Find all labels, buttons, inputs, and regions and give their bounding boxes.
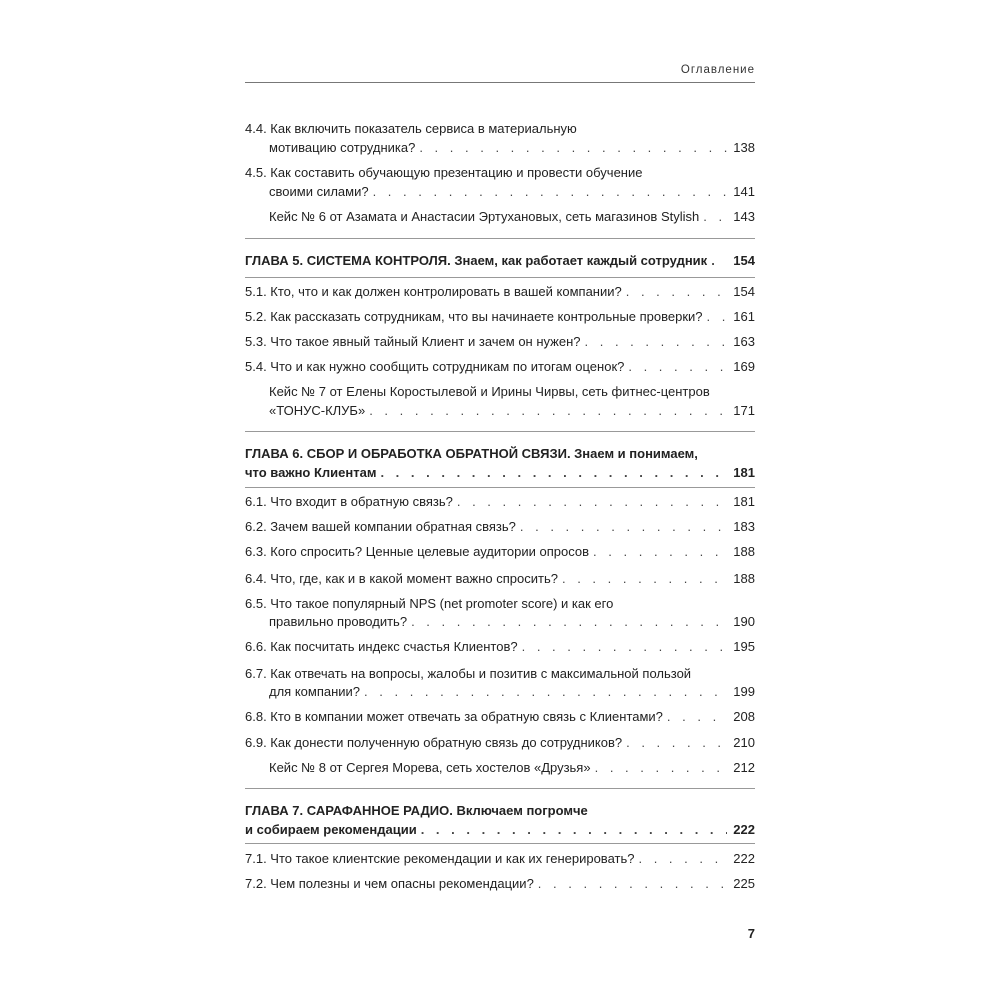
page-number: 163: [733, 334, 755, 349]
chapter-title: ГЛАВА 5. СИСТЕМА КОНТРОЛЯ. Знаем, как работает каждый сотрудник: [245, 253, 708, 268]
page-number: 199: [733, 684, 755, 699]
page-number: 188: [733, 544, 755, 559]
page-number: 222: [733, 851, 755, 866]
page-folio: 7: [747, 926, 755, 941]
page-number: 161: [733, 309, 755, 324]
entry-title: своими силами?: [269, 184, 369, 199]
toc-entry-7-2[interactable]: [245, 876, 755, 892]
page-number: 171: [733, 403, 755, 418]
leader-dots: [628, 359, 727, 375]
section-separator: [245, 431, 755, 432]
leader-dots: [411, 614, 727, 630]
entry-title: 5.4. Что и как нужно сообщить сотрудникам по итогам оценок?: [245, 359, 625, 374]
entry-title: 6.5. Что такое популярный NPS (net promoter score) и как его: [245, 596, 614, 611]
entry-title: 6.3. Кого спросить? Ценные целевые аудитории опросов: [245, 544, 590, 559]
section-separator: [245, 238, 755, 239]
toc-entry-5-2[interactable]: [245, 309, 755, 325]
leader-dots: [703, 209, 727, 225]
entry-title: 6.1. Что входит в обратную связь?: [245, 494, 453, 509]
toc-entry-6-9[interactable]: [245, 735, 755, 751]
leader-dots: [562, 571, 727, 587]
entry-title: 6.2. Зачем вашей компании обратная связь?: [245, 519, 516, 534]
toc-entry-6-3[interactable]: [245, 544, 755, 560]
page-number: 190: [733, 614, 755, 629]
leader-dots: [711, 253, 727, 269]
toc-entry-6-5-line1: [245, 596, 755, 612]
toc-entry-5-4[interactable]: [245, 359, 755, 375]
running-head: Оглавление: [680, 64, 755, 76]
leader-dots: [538, 876, 728, 892]
book-page: [245, 0, 755, 1000]
toc-entry-5-3[interactable]: [245, 334, 755, 350]
leader-dots: [626, 735, 727, 751]
page-number: 225: [733, 876, 755, 891]
page-number: 222: [733, 822, 755, 837]
toc-entry-6-5[interactable]: [269, 614, 755, 630]
toc-entry-6-7[interactable]: [269, 684, 755, 700]
entry-title: Кейс № 6 от Азамата и Анастасии Эртухановых, сеть магазинов Stylish: [269, 209, 700, 224]
toc-entry-case-7[interactable]: [269, 403, 755, 419]
section-separator: [245, 843, 755, 844]
toc-entry-4-5[interactable]: [269, 184, 755, 200]
toc-entry-6-2[interactable]: [245, 519, 755, 535]
toc-entry-4-4[interactable]: [269, 140, 755, 156]
toc-entry-6-8[interactable]: [245, 709, 755, 725]
entry-title: 5.2. Как рассказать сотрудникам, что вы начинаете контрольные проверки?: [245, 309, 703, 324]
entry-title: 4.4. Как включить показатель сервиса в материальную: [245, 121, 577, 136]
toc-entry-4-4-line1: [245, 121, 755, 137]
toc-entry-case-6[interactable]: [269, 209, 755, 225]
section-separator: [245, 788, 755, 789]
leader-dots: [522, 639, 728, 655]
page-number: 154: [733, 284, 755, 299]
leader-dots: [626, 284, 728, 300]
page-number: 181: [733, 494, 755, 509]
leader-dots: [667, 709, 727, 725]
entry-title: 6.9. Как донести полученную обратную связь до сотрудников?: [245, 735, 623, 750]
entry-title: правильно проводить?: [269, 614, 408, 629]
toc-entry-case-8[interactable]: [269, 760, 755, 776]
page-number: 138: [733, 140, 755, 155]
toc-entry-4-5-line1: [245, 165, 755, 181]
page-number: 212: [733, 760, 755, 775]
entry-title: Кейс № 7 от Елены Коростылевой и Ирины Чирвы, сеть фитнес-центров: [269, 384, 710, 399]
entry-title: 6.7. Как отвечать на вопросы, жалобы и позитив с максимальной пользой: [245, 666, 692, 681]
entry-title: «ТОНУС-КЛУБ»: [269, 403, 366, 418]
page-number: 181: [733, 465, 755, 480]
chapter-title: и собираем рекомендации: [245, 822, 417, 837]
page-number: 208: [733, 709, 755, 724]
page-number: 183: [733, 519, 755, 534]
leader-dots: [419, 140, 727, 156]
leader-dots: [457, 494, 727, 510]
chapter-title: что важно Клиентам: [245, 465, 377, 480]
toc-chapter-7[interactable]: [245, 822, 755, 838]
page-number: 188: [733, 571, 755, 586]
toc-entry-case-7-line1: [269, 384, 755, 400]
leader-dots: [369, 403, 727, 419]
page-number: 143: [733, 209, 755, 224]
toc-entry-6-1[interactable]: [245, 494, 755, 510]
entry-title: 6.4. Что, где, как и в какой момент важно спросить?: [245, 571, 558, 586]
leader-dots: [593, 544, 727, 560]
leader-dots: [380, 465, 727, 481]
entry-title: 7.2. Чем полезны и чем опасны рекомендации?: [245, 876, 534, 891]
entry-title: 5.1. Кто, что и как должен контролировать в вашей компании?: [245, 284, 622, 299]
entry-title: 6.8. Кто в компании может отвечать за обратную связь с Клиентами?: [245, 709, 663, 724]
leader-dots: [373, 184, 728, 200]
page-number: 195: [733, 639, 755, 654]
leader-dots: [638, 851, 727, 867]
toc-entry-6-4[interactable]: [245, 571, 755, 587]
section-separator: [245, 487, 755, 488]
chapter-title: ГЛАВА 6. СБОР И ОБРАБОТКА ОБРАТНОЙ СВЯЗИ. Знаем и понимаем,: [245, 446, 698, 461]
toc-chapter-5[interactable]: [245, 253, 755, 269]
toc-chapter-6[interactable]: [245, 465, 755, 481]
toc-entry-6-6[interactable]: [245, 639, 755, 655]
page-number: 154: [733, 253, 755, 268]
toc-entry-5-1[interactable]: [245, 284, 755, 300]
leader-dots: [595, 760, 728, 776]
page-number: 141: [733, 184, 755, 199]
entry-title: для компании?: [269, 684, 361, 699]
header-rule: [245, 82, 755, 83]
entry-title: 6.6. Как посчитать индекс счастья Клиентов?: [245, 639, 518, 654]
leader-dots: [585, 334, 728, 350]
section-separator: [245, 277, 755, 278]
toc-chapter-6-line1: [245, 446, 755, 462]
leader-dots: [421, 822, 728, 838]
page-number: 210: [733, 735, 755, 750]
toc-entry-6-7-line1: [245, 666, 755, 682]
leader-dots: [520, 519, 727, 535]
entry-title: 5.3. Что такое явный тайный Клиент и зачем он нужен?: [245, 334, 581, 349]
page-number: 169: [733, 359, 755, 374]
toc-entry-7-1[interactable]: [245, 851, 755, 867]
entry-title: Кейс № 8 от Сергея Морева, сеть хостелов «Друзья»: [269, 760, 591, 775]
chapter-title: ГЛАВА 7. САРАФАННОЕ РАДИО. Включаем погромче: [245, 803, 588, 818]
toc-chapter-7-line1: [245, 803, 755, 819]
leader-dots: [364, 684, 727, 700]
leader-dots: [707, 309, 728, 325]
entry-title: 7.1. Что такое клиентские рекомендации и как их генерировать?: [245, 851, 635, 866]
entry-title: 4.5. Как составить обучающую презентацию и провести обучение: [245, 165, 643, 180]
entry-title: мотивацию сотрудника?: [269, 140, 416, 155]
